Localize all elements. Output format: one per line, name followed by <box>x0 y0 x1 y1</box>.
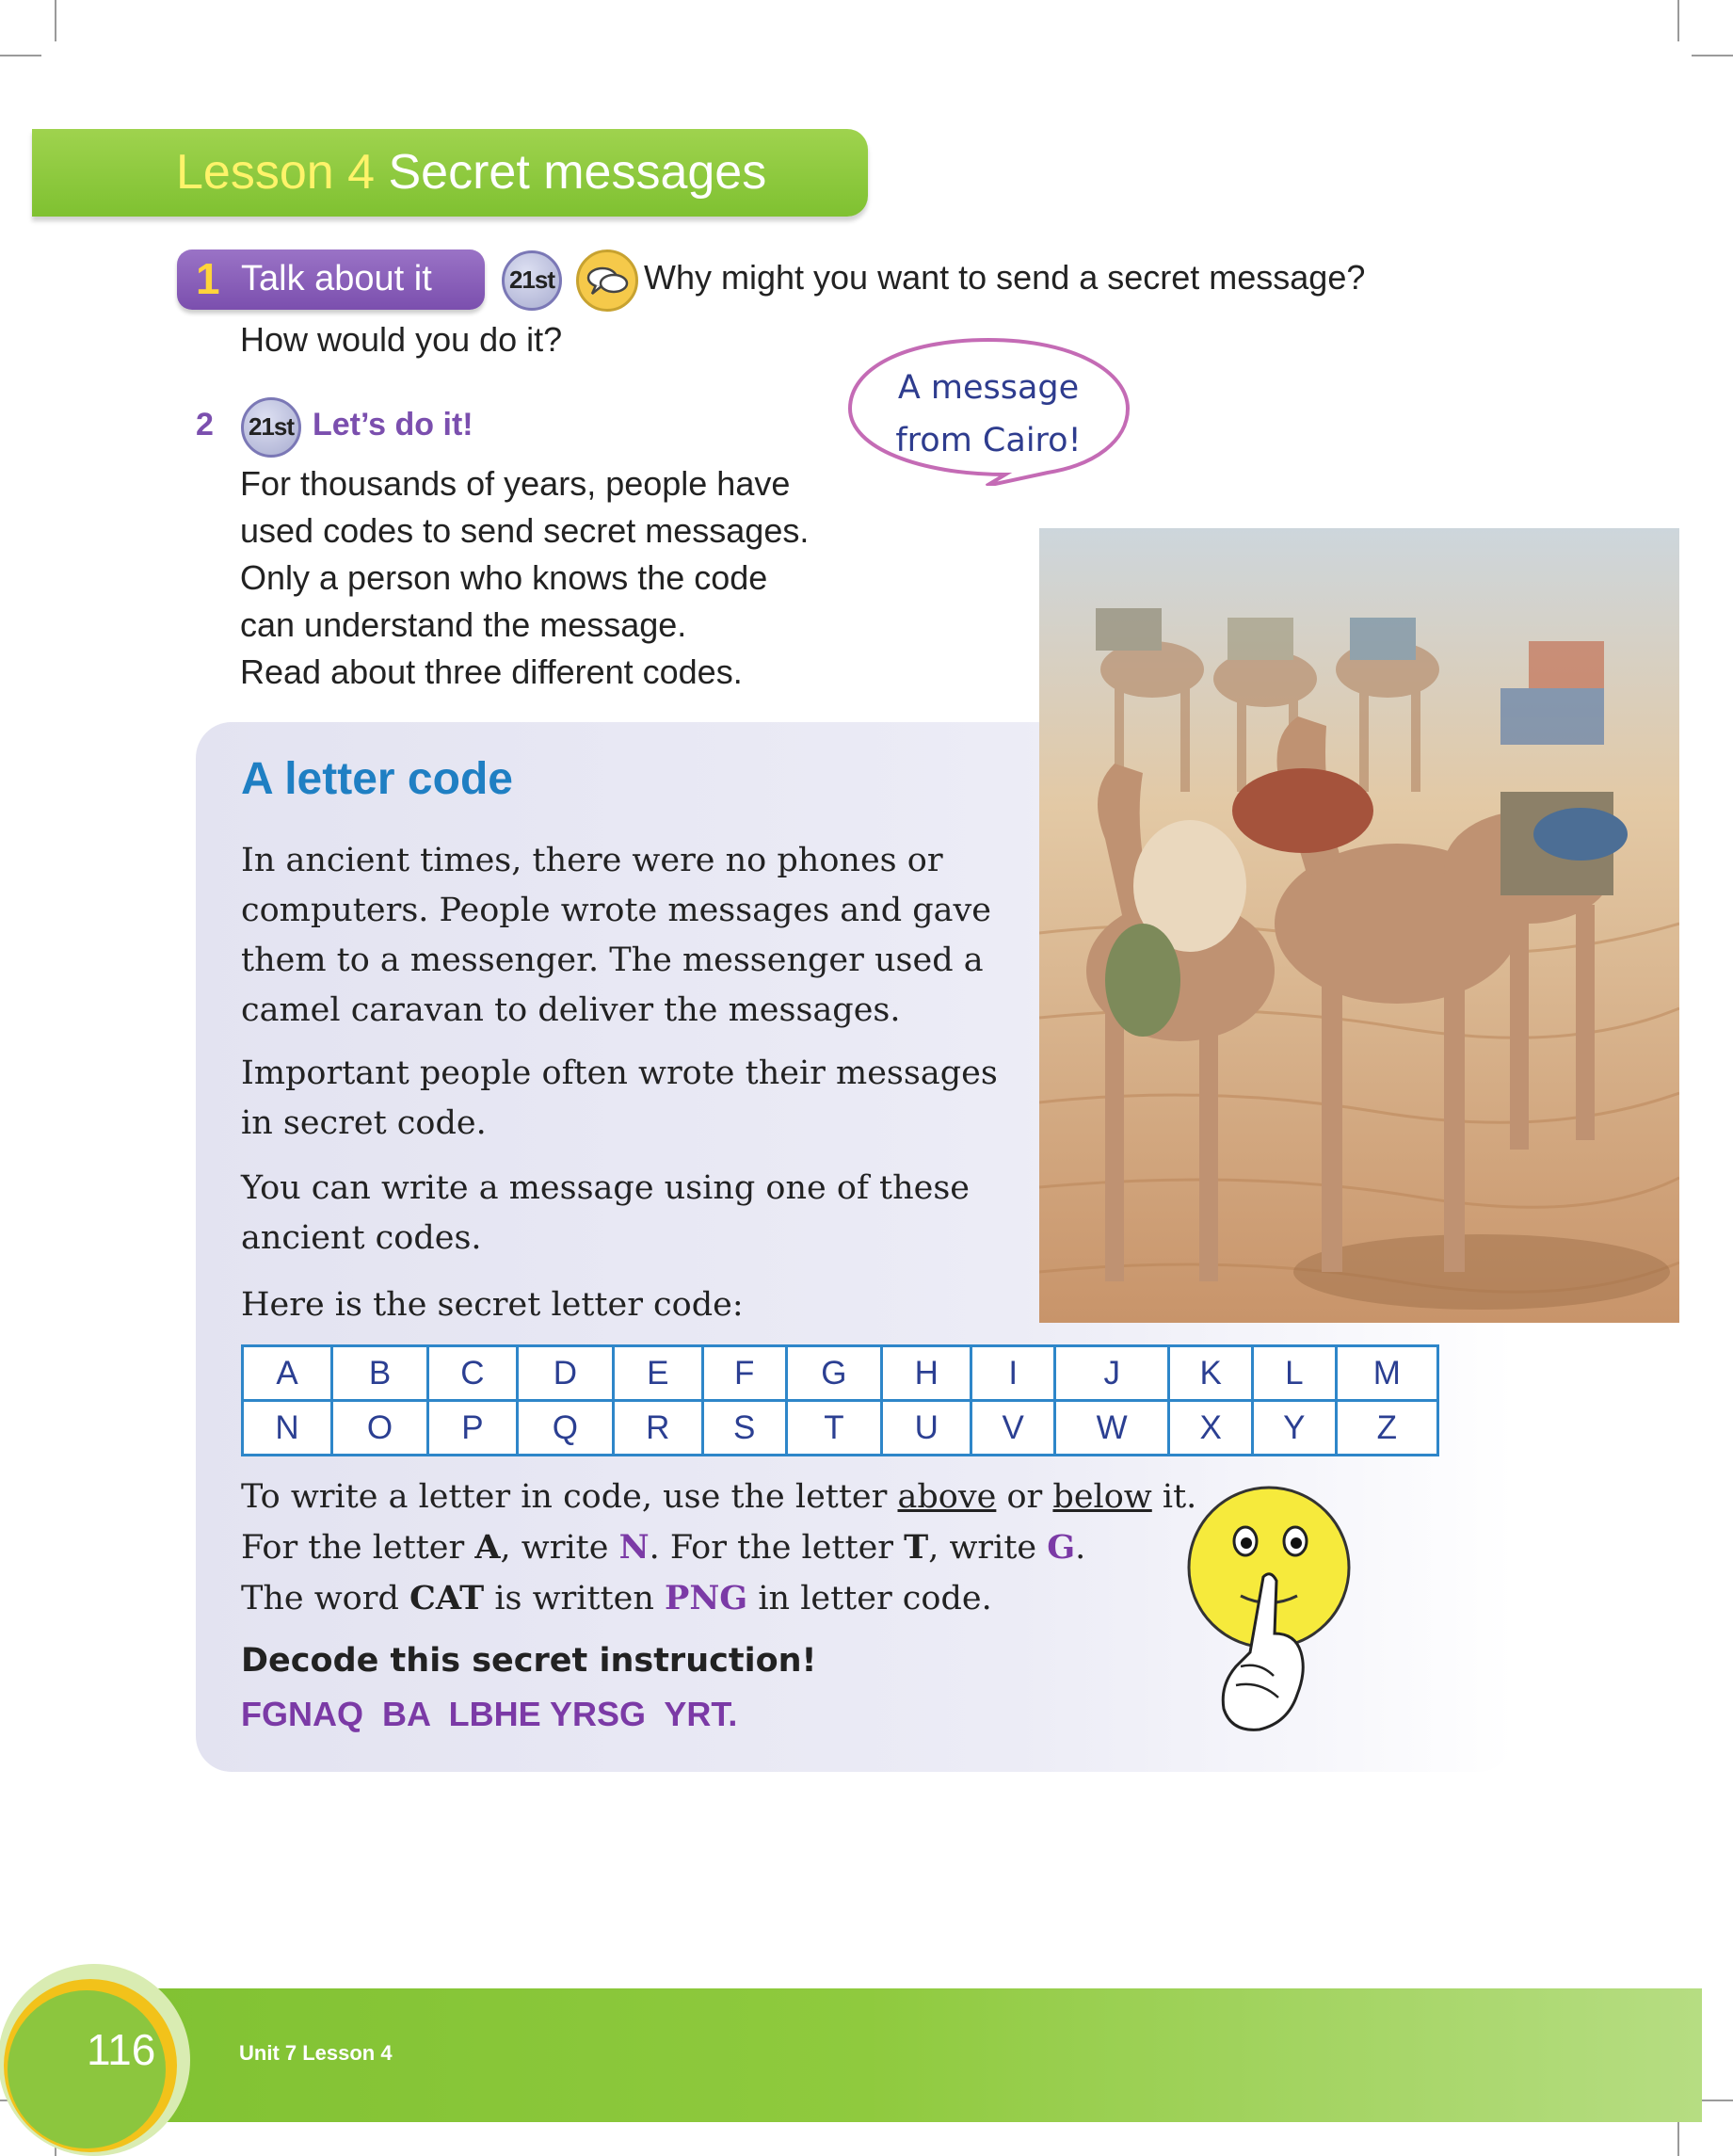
text-line: used codes to send secret messages. <box>240 511 810 550</box>
speech-bubble-text <box>877 362 1099 467</box>
table-cell: Z <box>1336 1401 1437 1456</box>
table-cell: H <box>882 1346 971 1401</box>
table-cell: E <box>613 1346 702 1401</box>
text-line: In ancient times, there were no phones or <box>241 842 943 879</box>
q1-question: Why might you want to send a secret message? <box>644 258 1366 297</box>
table-cell: W <box>1055 1401 1169 1456</box>
code-instructions <box>241 1472 1196 1624</box>
text-line: ancient codes. <box>241 1219 482 1257</box>
21st-century-skills-badge: 21st <box>502 250 562 311</box>
table-cell: K <box>1169 1346 1253 1401</box>
text-line: in secret code. <box>241 1104 487 1142</box>
table-cell: P <box>427 1401 517 1456</box>
code-intro <box>241 1280 744 1330</box>
crop-mark <box>1692 55 1733 56</box>
letter-code-paragraph <box>241 1164 970 1263</box>
table-cell: D <box>518 1346 614 1401</box>
talk-about-it-text: Talk about it <box>241 259 432 298</box>
section-heading: A letter code <box>241 754 513 804</box>
table-cell: L <box>1253 1346 1337 1401</box>
table-cell: A <box>243 1346 332 1401</box>
text-line: can understand the message. <box>240 605 687 644</box>
text-line: camel caravan to deliver the messages. <box>241 991 901 1029</box>
table-cell: C <box>427 1346 517 1401</box>
text-line: To write a letter in code, use the letter above or below it. <box>241 1478 1197 1516</box>
unit-label: Unit 7 Lesson 4 <box>239 2041 393 2065</box>
talk-about-it-label <box>177 249 485 310</box>
table-cell: N <box>243 1401 332 1456</box>
table-row <box>243 1346 1438 1401</box>
21st-century-skills-badge: 21st <box>241 397 301 458</box>
letter-code-paragraph <box>241 836 991 1036</box>
lesson-banner <box>32 129 868 217</box>
shushing-face-icon <box>1184 1483 1354 1765</box>
table-row <box>243 1401 1438 1456</box>
text-line: computers. People wrote messages and gave <box>241 892 991 929</box>
crop-mark <box>0 55 41 56</box>
text-line: Only a person who knows the code <box>240 558 768 597</box>
table-cell: Q <box>518 1401 614 1456</box>
text-line: For thousands of years, people have <box>240 464 791 503</box>
text-line: Important people often wrote their messages <box>241 1054 998 1092</box>
table-cell: M <box>1336 1346 1437 1401</box>
camel-caravan-illustration <box>1039 528 1679 1323</box>
text-line: Read about three different codes. <box>240 652 743 691</box>
table-cell: T <box>786 1401 882 1456</box>
page-number: 116 <box>87 2025 156 2074</box>
table-cell: O <box>332 1401 428 1456</box>
table-cell: V <box>971 1401 1055 1456</box>
lets-do-it-label: Let’s do it! <box>313 407 473 442</box>
decode-title: Decode this secret instruction! <box>241 1642 817 1680</box>
table-cell: U <box>882 1401 971 1456</box>
secret-instruction: FGNAQ BA LBHE YRSG YRT. <box>241 1695 738 1733</box>
table-cell: B <box>332 1346 428 1401</box>
text-line: The word CAT is written PNG in letter code. <box>241 1579 992 1617</box>
lesson-name: Secret messages <box>388 145 767 200</box>
letter-code-paragraph <box>241 1049 998 1149</box>
table-cell: G <box>786 1346 882 1401</box>
lesson-number: Lesson 4 <box>176 145 376 200</box>
letter-code-table <box>241 1344 1439 1456</box>
table-cell: I <box>971 1346 1055 1401</box>
question-number: 2 <box>196 407 214 442</box>
table-cell: R <box>613 1401 702 1456</box>
text-line: For the letter A, write N. For the letter T, write G. <box>241 1528 1086 1567</box>
table-cell: J <box>1055 1346 1169 1401</box>
crop-mark <box>55 0 56 41</box>
crop-mark <box>1677 0 1679 41</box>
table-cell: X <box>1169 1401 1253 1456</box>
text-line: You can write a message using one of these <box>241 1169 971 1207</box>
q2-intro-text <box>240 460 809 696</box>
q1-question-line2: How would you do it? <box>240 320 563 359</box>
speech-bubbles-icon <box>576 249 638 312</box>
speech-bubble-line: from Cairo! <box>895 422 1082 459</box>
question-number: 1 <box>196 254 220 303</box>
table-cell: Y <box>1253 1401 1337 1456</box>
speech-bubble-line: A message <box>897 369 1080 407</box>
text-line: them to a messenger. The messenger used a <box>241 941 984 979</box>
table-cell: F <box>702 1346 786 1401</box>
table-cell: S <box>702 1401 786 1456</box>
text-line: Here is the secret letter code: <box>241 1286 744 1324</box>
lesson-title <box>176 133 766 212</box>
